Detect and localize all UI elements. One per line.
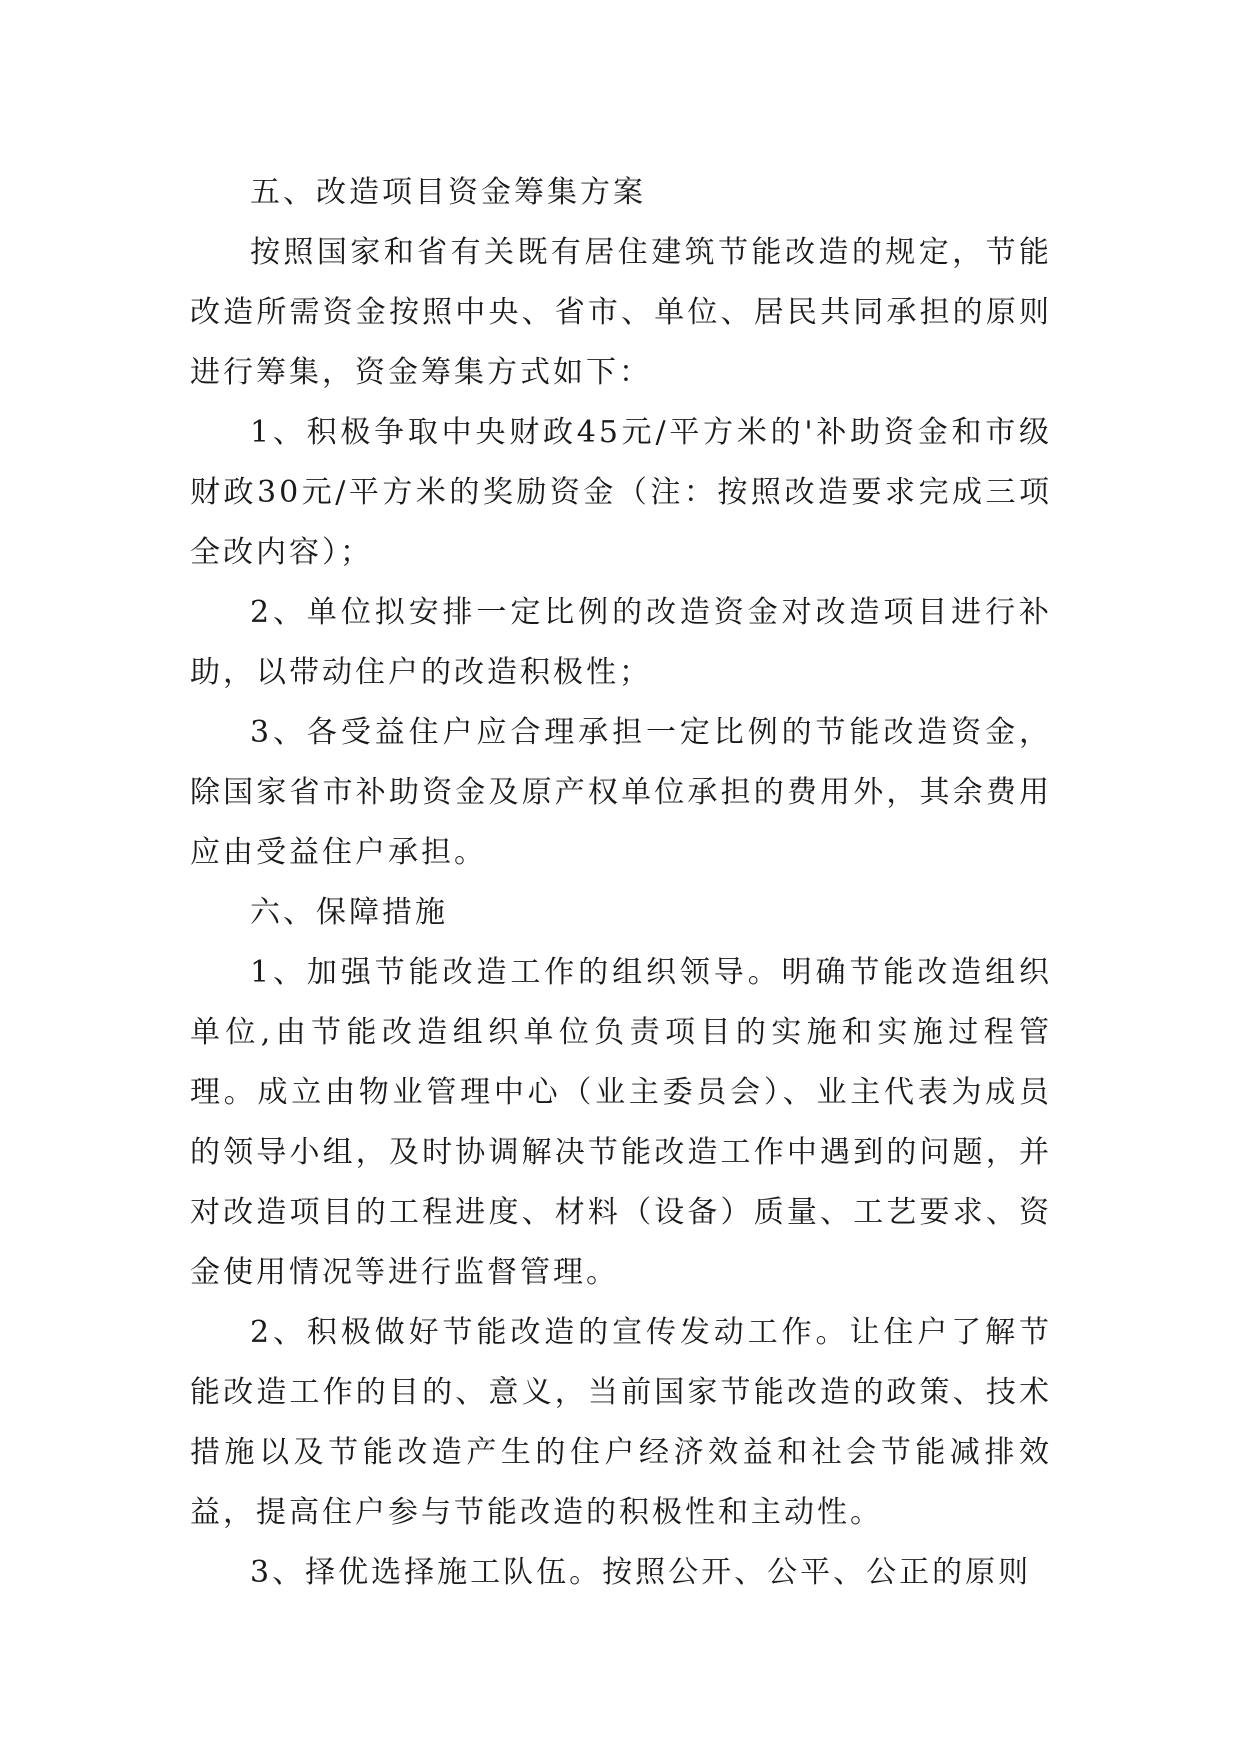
paragraph-safeguard-item-3: 3、择优选择施工队伍。按照公开、公平、公正的原则 [250,1555,1032,1590]
paragraph-funding-item-3: 3、各受益住户应合理承担一定比例的节能改造资金，除国家省市补助资金及原产权单位承担的费用外，其余费用应由受益住户承担。 [190,715,1052,870]
paragraph-safeguard-item-2: 2、积极做好节能改造的宣传发动工作。让住户了解节能改造工作的目的、意义，当前国家节能改造的政策、技术措施以及节能改造产生的住户经济效益和社会节能减排效益，提高住户参与节能改造的积极性和主动性。 [190,1315,1052,1530]
document-body [190,163,1052,1603]
section-heading-safeguards: 六、保障措施 [250,895,448,930]
paragraph-funding-intro: 按照国家和省有关既有居住建筑节能改造的规定，节能改造所需资金按照中央、省市、单位、居民共同承担的原则进行筹集，资金筹集方式如下： [190,235,1052,390]
paragraph-safeguard-item-1: 1、加强节能改造工作的组织领导。明确节能改造组织单位,由节能改造组织单位负责项目的实施和实施过程管理。成立由物业管理中心（业主委员会）、业主代表为成员的领导小组，及时协调解决节能改造工作中遇到的问题，并对改造项目的工程进度、材料（设备）质量、工艺要求、资金使用情况等进行监督管理。 [190,955,1052,1290]
paragraph-funding-item-2: 2、单位拟安排一定比例的改造资金对改造项目进行补助，以带动住户的改造积极性； [190,595,1052,690]
section-heading-funding: 五、改造项目资金筹集方案 [250,175,646,210]
paragraph-funding-item-1: 1、积极争取中央财政45元/平方米的'补助资金和市级财政30元/平方米的奖励资金（注：按照改造要求完成三项全改内容）； [190,415,1052,570]
